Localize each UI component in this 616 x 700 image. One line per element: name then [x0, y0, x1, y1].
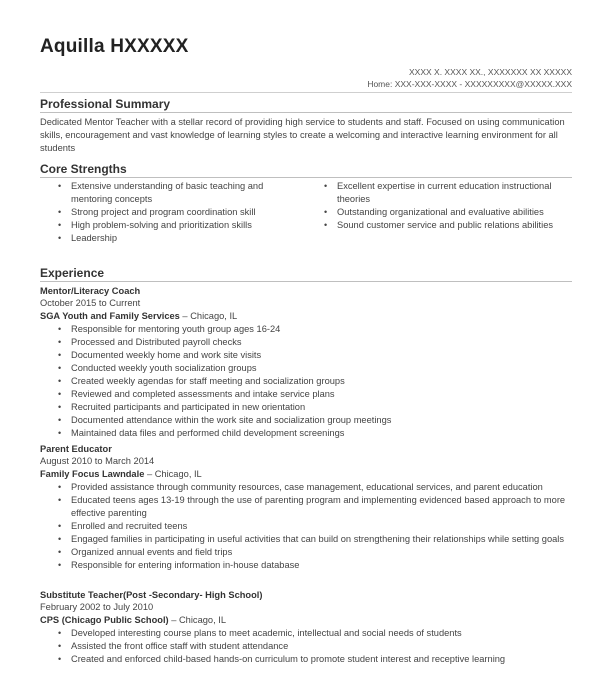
- job-bullet: • Organized annual events and field trips: [40, 546, 572, 559]
- experience-section: [40, 266, 572, 666]
- contact-phone-email: Home: XXX-XXX-XXXX - XXXXXXXXX@XXXXX.XXX: [367, 79, 572, 89]
- job-employer: CPS (Chicago Public School): [40, 615, 169, 625]
- strength-item: • Strong project and program coordination skill: [40, 206, 306, 219]
- job-bullets: [40, 323, 572, 440]
- strength-item: • Extensive understanding of basic teaching and mentoring concepts: [40, 180, 306, 206]
- job-bullet: • Documented weekly home and work site visits: [40, 349, 572, 362]
- job-separator: –: [144, 469, 155, 479]
- job-bullet: • Created and enforced child-based hands-on curriculum to promote student interest and receptive learning: [40, 653, 572, 666]
- section-title-strengths: Core Strengths: [40, 162, 572, 178]
- job-bullets: [40, 481, 572, 572]
- header-divider: [40, 92, 572, 93]
- job-bullet: • Enrolled and recruited teens: [40, 520, 572, 533]
- section-title-summary: Professional Summary: [40, 97, 572, 113]
- job-bullets: [40, 627, 572, 666]
- job-bullet: • Educated teens ages 13-19 through the use of parenting program and implementing evidenced based approach to more effective parenting: [40, 494, 572, 520]
- job-employer-line: [40, 614, 572, 627]
- strength-item: • Leadership: [40, 232, 306, 245]
- job-title: Substitute Teacher(Post -Secondary- High School): [40, 590, 263, 600]
- job-bullet: • Created weekly agendas for staff meeting and socialization groups: [40, 375, 572, 388]
- strengths-left-column: [40, 180, 306, 245]
- job-title: Mentor/Literacy Coach: [40, 286, 141, 296]
- candidate-name: Aquilla HXXXXX: [40, 36, 189, 57]
- strength-item: • Excellent expertise in current education instructional theories: [306, 180, 572, 206]
- job-separator: –: [168, 615, 179, 625]
- job-bullet: • Conducted weekly youth socialization groups: [40, 362, 572, 375]
- job-bullet: • Developed interesting course plans to meet academic, intellectual and social needs of students: [40, 627, 572, 640]
- strengths-right-column: [306, 180, 572, 245]
- job-bullet: • Recruited participants and participated in new orientation: [40, 401, 572, 414]
- job-entry: [40, 589, 572, 666]
- job-employer-line: [40, 310, 572, 323]
- strength-item: • High problem-solving and prioritization skills: [40, 219, 306, 232]
- job-bullet: • Reviewed and completed assessments and intake service plans: [40, 388, 572, 401]
- strengths-columns: [40, 180, 572, 245]
- job-dates: August 2010 to March 2014: [40, 456, 155, 466]
- job-title: Parent Educator: [40, 444, 112, 454]
- job-employer: Family Focus Lawndale: [40, 469, 145, 479]
- job-bullet: • Documented attendance within the work site and socialization group meetings: [40, 414, 572, 427]
- core-strengths-section: [40, 162, 572, 245]
- job-bullet: • Processed and Distributed payroll checks: [40, 336, 572, 349]
- job-location: Chicago, IL: [190, 311, 238, 321]
- job-bullet: • Provided assistance through community resources, case management, educational services, and parent education: [40, 481, 572, 494]
- strength-item: • Sound customer service and public relations abilities: [306, 219, 572, 232]
- section-title-experience: Experience: [40, 266, 572, 282]
- job-bullet: • Responsible for mentoring youth group ages 16-24: [40, 323, 572, 336]
- contact-address: XXXX X. XXXX XX., XXXXXXX XX XXXXX: [409, 67, 572, 77]
- strength-item: • Outstanding organizational and evaluative abilities: [306, 206, 572, 219]
- job-employer: SGA Youth and Family Services: [40, 311, 180, 321]
- job-location: Chicago, IL: [178, 615, 226, 625]
- job-bullet: • Engaged families in participating in useful activities that can build on strengthening their relationships while setting goals: [40, 533, 572, 546]
- job-employer-line: [40, 468, 572, 481]
- job-bullet: • Assisted the front office staff with student attendance: [40, 640, 572, 653]
- professional-summary-section: [40, 97, 572, 155]
- job-dates: October 2015 to Current: [40, 298, 141, 308]
- job-entry: [40, 443, 572, 572]
- job-bullet: • Responsible for entering information in-house database: [40, 559, 572, 572]
- job-separator: –: [179, 311, 191, 321]
- job-dates: February 2002 to July 2010: [40, 602, 154, 612]
- job-location: Chicago, IL: [154, 469, 202, 479]
- summary-text: Dedicated Mentor Teacher with a stellar record of providing high service to students and staff. Focused on using communication skills, encouragement and vast knowledge of learning styles to create a welcoming and interactive learning environment for all students: [40, 117, 565, 153]
- job-entry: [40, 285, 572, 440]
- job-bullet: • Maintained data files and performed child development screenings: [40, 427, 572, 440]
